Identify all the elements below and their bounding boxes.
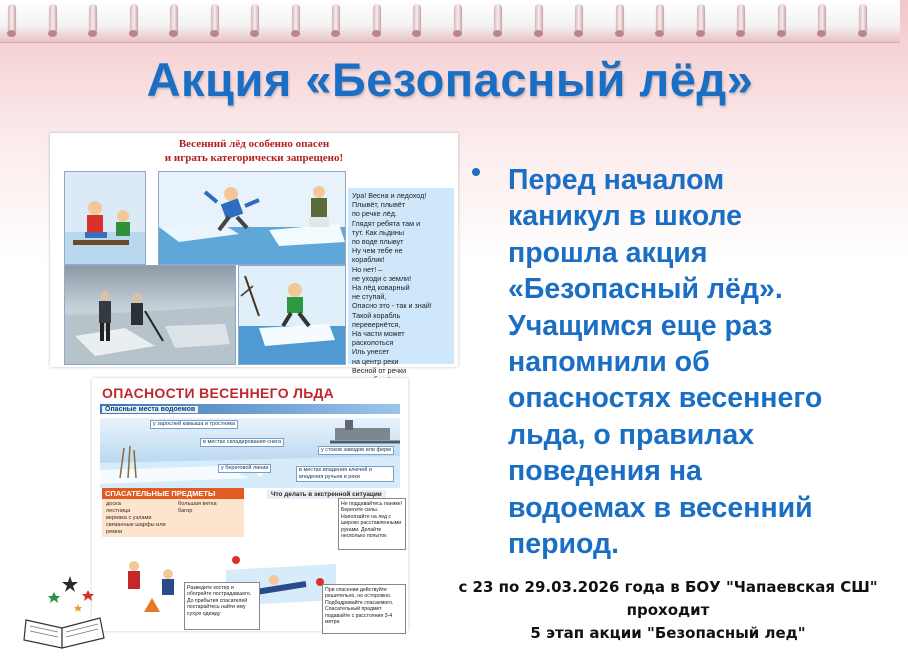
poem-line: на центр реки (352, 356, 399, 366)
spiral-hole (412, 30, 421, 37)
poem-line: по речке лёд. (352, 209, 397, 219)
poem-line: Опасно это - так и знай! (352, 301, 432, 311)
rescue-items-heading: СПАСАТЕЛЬНЫЕ ПРЕДМЕТЫ (102, 488, 244, 499)
poster-spring-ice-dangers (50, 133, 458, 375)
spiral-hole (7, 30, 16, 37)
rescue-item: связанные шарфы или ремни (106, 522, 166, 535)
footer-announcement (428, 576, 908, 645)
hazard-scene-illustration (100, 418, 400, 488)
poem-line: Такой корабль (352, 310, 401, 320)
spiral-hole (372, 30, 381, 37)
poem-line: На части может (352, 329, 405, 339)
spiral-hole (696, 30, 705, 37)
body-line: каникул в школе (508, 200, 742, 233)
body-line: льда, о правилах (508, 418, 755, 451)
spiral-hole (129, 30, 138, 37)
spiral-hole (48, 30, 57, 37)
poem-line: Ура! Весна и ледоход! (352, 191, 427, 200)
open-book-icon (20, 568, 106, 652)
body-line: Учащимся еще раз (508, 309, 773, 342)
poem-line: перевернётся, (352, 319, 401, 329)
footer-line2: проходит (626, 601, 710, 619)
spiral-hole (169, 30, 178, 37)
poem-line: Но нет! – (352, 264, 383, 274)
spiral-hole (534, 30, 543, 37)
bullet-point (472, 168, 480, 176)
poster-heading-line1: Весенний лёд особенно опасен (178, 138, 330, 150)
rescue-item: лестница (106, 508, 131, 514)
footer-line3: 5 этап акции "Безопасный лед" (530, 624, 806, 642)
body-paragraph (508, 162, 878, 562)
spiral-hole (88, 30, 97, 37)
rescue-item: веревка с узлами (106, 515, 152, 521)
poem-line: не уходи с земли! (352, 273, 412, 283)
scene-tag-snow: в местах складирования снега (200, 438, 284, 447)
spiral-hole (453, 30, 462, 37)
poster-heading-line2: и играть категорически запрещено! (164, 152, 344, 164)
poem-line: кораблик! (352, 255, 385, 265)
spiral-hole (858, 30, 867, 37)
scene-tag-reeds: у зарослей камыша и тростника (150, 420, 238, 429)
rescue-item: доска (106, 501, 121, 507)
spiral-hole (817, 30, 826, 37)
rescue-item: большая ветка (178, 501, 217, 507)
spiral-hole (615, 30, 624, 37)
rescue-items-col1 (106, 501, 172, 536)
rescue-items-col2 (178, 501, 240, 515)
scene-tag-drains: у стоков заводов или ферм (318, 446, 394, 455)
notebook-spiral-binding (0, 0, 900, 43)
poem-line: не ступай, (352, 292, 387, 302)
advice-note-panic: Не поддавайтесь панике! Берегите силы. Наползайте на лед с широко расставленными руками. Делайте несколько попыток (338, 498, 406, 550)
spiral-hole (250, 30, 259, 37)
spiral-hole (331, 30, 340, 37)
poem-line: расколоться (352, 338, 394, 348)
illustration-kids-on-ice (64, 171, 146, 265)
spiral-hole (291, 30, 300, 37)
poem-line: На лёд коварный (352, 283, 410, 293)
spiral-hole (210, 30, 219, 37)
body-line: «Безопасный лёд». (508, 273, 783, 306)
illustration-kid-on-floe (238, 265, 346, 365)
body-line: напомнили об (508, 346, 710, 379)
advice-note-warm-up: Разведите костер и обогрейте пострадавшего. До прибытия спасателей постарайтесь найти ему сухую одежду (184, 582, 260, 630)
poem-line: Ну чем тебе не (352, 246, 403, 256)
body-line: опасностях весеннего (508, 382, 823, 415)
spiral-hole (574, 30, 583, 37)
poster-heading (50, 137, 458, 165)
poem-line: тут. Как льдины (352, 227, 405, 237)
emergency-heading: Что делать в экстренной ситуации (267, 490, 386, 499)
spiral-hole (736, 30, 745, 37)
body-line: водоемах в весенний (508, 491, 813, 524)
scene-tag-shore: у береговой линии (218, 464, 271, 473)
rescue-item: багор (178, 508, 193, 514)
hazards-subheading: Опасные места водоемов (102, 406, 198, 413)
poem-line: Иль унесет (352, 347, 390, 357)
spiral-hole (655, 30, 664, 37)
poem-text-block (348, 188, 454, 375)
spiral-hole (777, 30, 786, 37)
slide-title: Акция «Безопасный лёд» (146, 53, 754, 106)
body-line: прошла акция (508, 236, 708, 269)
spiral-hole (493, 30, 502, 37)
body-line: поведения на (508, 455, 702, 488)
poem-line: Весной от речки (352, 365, 407, 375)
photo-people-on-ice (64, 265, 236, 365)
body-line: Перед началом (508, 164, 725, 196)
poem-line: Плывёт, плывёт (352, 200, 406, 210)
body-line: период. (508, 528, 620, 561)
rescue-items-box (102, 499, 244, 537)
hazards-heading: ОПАСНОСТИ ВЕСЕННЕГО ЛЬДА (102, 385, 335, 401)
poem-line: Глядят ребята там и (352, 218, 421, 228)
poem-line: по воде плывут (352, 237, 404, 247)
poster-spring-ice-hazards (92, 378, 408, 631)
illustration-kid-jumping-floe (158, 171, 346, 265)
footer-line1: с 23 по 29.03.2026 года в БОУ "Чапаевская СШ" (458, 578, 878, 596)
scene-tag-springs: в местах впадения ключей и впадения ручьев в реки (296, 466, 394, 482)
advice-note-rescue: При спасении действуйте решительно, но осторожно. Подбадривайте спасаемого. Спасательный предмет подавайте с расстояния 3-4 метра (322, 584, 406, 634)
